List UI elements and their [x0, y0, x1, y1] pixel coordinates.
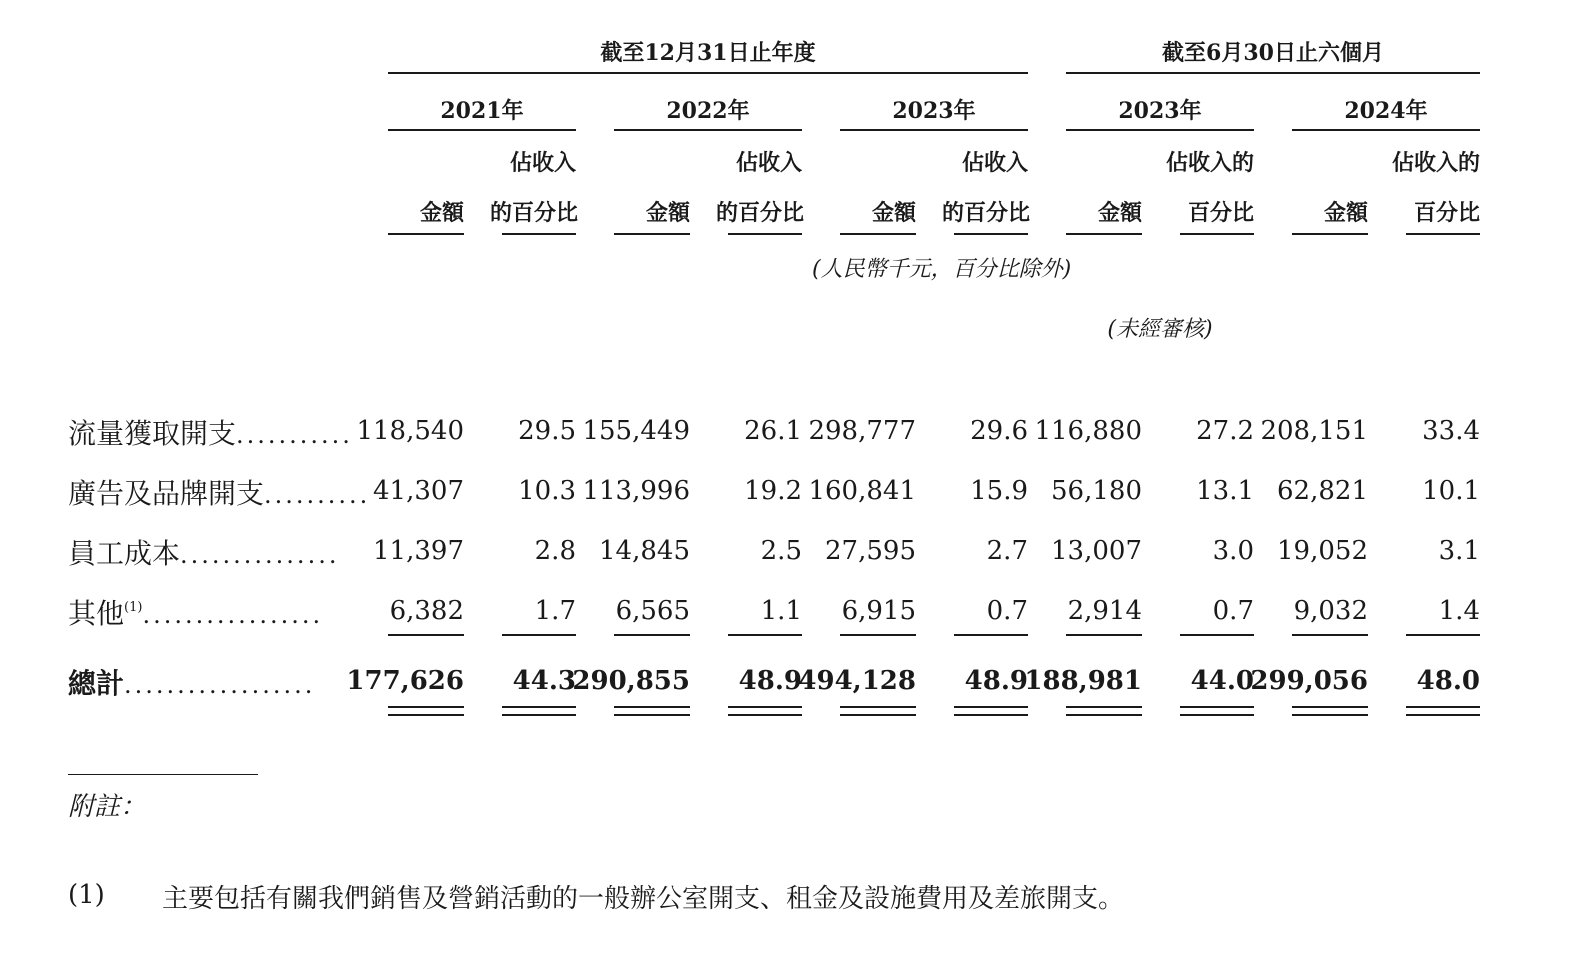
footnote-ref: (1) — [124, 600, 143, 615]
cell-amount-2022: 6,565 — [615, 596, 690, 626]
header-annual-rule — [388, 72, 1028, 74]
total-double-rule — [388, 706, 464, 716]
total-pct-2022: 48.9 — [738, 666, 802, 696]
subtotal-rule — [388, 634, 464, 636]
col-pct-2021-line1: 佔收入 — [509, 150, 576, 176]
col-amount-2024-h1: 金額 — [1323, 200, 1368, 226]
cell-amount-2023: 160,841 — [808, 476, 916, 506]
col-rule — [1406, 233, 1480, 235]
cell-amount-2023-h1: 56,180 — [1051, 476, 1142, 506]
cell-amount-2024-h1: 9,032 — [1293, 596, 1368, 626]
subtotal-rule — [840, 634, 916, 636]
row-label-text: 流量獲取開支 — [68, 417, 237, 450]
total-row-label — [68, 662, 315, 702]
year-header-2023-h1: 2023年 — [1118, 98, 1202, 124]
year-header-2024-h1: 2024年 — [1344, 98, 1428, 124]
cell-pct-2024-h1: 3.1 — [1438, 536, 1480, 566]
cell-pct-2023-h1: 13.1 — [1196, 476, 1254, 506]
cell-amount-2021: 41,307 — [373, 476, 464, 506]
leader-dots: .......... — [264, 481, 371, 509]
total-amount-2023: 494,128 — [798, 666, 916, 696]
total-pct-2024-h1: 48.0 — [1416, 666, 1480, 696]
col-pct-2023-line2: 的百分比 — [942, 200, 1031, 226]
cell-pct-2023-h1: 3.0 — [1212, 536, 1254, 566]
cell-pct-2023-h1: 27.2 — [1196, 416, 1254, 446]
cell-pct-2021: 1.7 — [534, 596, 576, 626]
year-rule-2023 — [840, 129, 1028, 131]
cell-pct-2024-h1: 10.1 — [1422, 476, 1480, 506]
year-rule-2021 — [388, 129, 576, 131]
total-double-rule — [1180, 706, 1254, 716]
cell-amount-2023: 298,777 — [808, 416, 916, 446]
notes-heading: 附註： — [68, 792, 147, 822]
cell-amount-2021: 6,382 — [389, 596, 464, 626]
row-label-text: 其他 — [68, 597, 125, 630]
cell-amount-2024-h1: 62,821 — [1277, 476, 1368, 506]
total-amount-2023-h1: 188,981 — [1024, 666, 1142, 696]
col-rule — [840, 233, 916, 235]
col-rule — [614, 233, 690, 235]
row-label-text: 總計 — [68, 667, 125, 700]
year-rule-2023-h1 — [1066, 129, 1254, 131]
cell-amount-2021: 11,397 — [373, 536, 464, 566]
col-amount-2023-h1: 金額 — [1097, 200, 1142, 226]
total-double-rule — [614, 706, 690, 716]
total-double-rule — [954, 706, 1028, 716]
note-marker: (1) — [68, 880, 105, 910]
cell-pct-2022: 26.1 — [744, 416, 802, 446]
leader-dots: ............... — [180, 541, 340, 569]
year-header-2023: 2023年 — [892, 98, 976, 124]
subtotal-rule — [614, 634, 690, 636]
header-annual-period: 截至12月31日止年度 — [600, 40, 816, 66]
cell-amount-2022: 14,845 — [599, 536, 690, 566]
row-label-text: 員工成本 — [68, 537, 181, 570]
row-label — [68, 472, 370, 512]
col-rule — [954, 233, 1028, 235]
col-rule — [388, 233, 464, 235]
subtotal-rule — [1180, 634, 1254, 636]
cell-amount-2023-h1: 116,880 — [1034, 416, 1142, 446]
note-text: 主要包括有關我們銷售及營銷活動的一般辦公室開支、租金及設施費用及差旅開支。 — [162, 884, 1125, 914]
cell-amount-2024-h1: 208,151 — [1260, 416, 1368, 446]
col-pct-2024-h1-line1: 佔收入的 — [1391, 150, 1480, 176]
cell-pct-2023: 2.7 — [986, 536, 1028, 566]
row-label — [68, 412, 353, 452]
col-rule — [502, 233, 576, 235]
cell-amount-2022: 113,996 — [582, 476, 690, 506]
subtotal-rule — [728, 634, 802, 636]
year-rule-2024-h1 — [1292, 129, 1480, 131]
total-amount-2022: 290,855 — [572, 666, 690, 696]
cell-amount-2021: 118,540 — [356, 416, 464, 446]
total-pct-2023-h1: 44.0 — [1190, 666, 1254, 696]
cell-pct-2023: 0.7 — [986, 596, 1028, 626]
col-amount-2022: 金額 — [645, 200, 690, 226]
row-label — [68, 532, 339, 572]
cell-amount-2022: 155,449 — [582, 416, 690, 446]
subtotal-rule — [954, 634, 1028, 636]
total-double-rule — [502, 706, 576, 716]
col-pct-2024-h1-line2: 百分比 — [1413, 200, 1480, 226]
cell-pct-2022: 1.1 — [760, 596, 802, 626]
total-amount-2021: 177,626 — [346, 666, 464, 696]
notes-separator — [68, 774, 258, 775]
subtotal-rule — [1066, 634, 1142, 636]
total-double-rule — [840, 706, 916, 716]
cell-pct-2022: 2.5 — [760, 536, 802, 566]
col-rule — [728, 233, 802, 235]
total-double-rule — [1066, 706, 1142, 716]
cell-pct-2024-h1: 1.4 — [1438, 596, 1480, 626]
col-pct-2021-line2: 的百分比 — [490, 200, 579, 226]
unaudited-note: (未經審核) — [1107, 317, 1213, 342]
cell-pct-2024-h1: 33.4 — [1422, 416, 1480, 446]
cell-amount-2023-h1: 13,007 — [1051, 536, 1142, 566]
subtotal-rule — [502, 634, 576, 636]
cell-amount-2023-h1: 2,914 — [1067, 596, 1142, 626]
cell-pct-2022: 19.2 — [744, 476, 802, 506]
cell-pct-2023: 15.9 — [970, 476, 1028, 506]
leader-dots: ........... — [236, 421, 353, 449]
col-amount-2023: 金額 — [871, 200, 916, 226]
col-pct-2022-line1: 佔收入 — [735, 150, 802, 176]
cell-pct-2023-h1: 0.7 — [1212, 596, 1254, 626]
col-pct-2023-h1-line2: 百分比 — [1187, 200, 1254, 226]
col-pct-2023-h1-line1: 佔收入的 — [1165, 150, 1254, 176]
col-rule — [1066, 233, 1142, 235]
col-pct-2022-line2: 的百分比 — [716, 200, 805, 226]
col-rule — [1292, 233, 1368, 235]
year-header-2022: 2022年 — [666, 98, 750, 124]
total-pct-2023: 48.9 — [964, 666, 1028, 696]
subtotal-rule — [1292, 634, 1368, 636]
cell-amount-2023: 27,595 — [825, 536, 916, 566]
total-double-rule — [1406, 706, 1480, 716]
row-label — [68, 592, 323, 632]
cell-pct-2021: 2.8 — [534, 536, 576, 566]
total-amount-2024-h1: 299,056 — [1250, 666, 1368, 696]
total-pct-2021: 44.3 — [512, 666, 576, 696]
year-header-2021: 2021年 — [440, 98, 524, 124]
cell-pct-2023: 29.6 — [970, 416, 1028, 446]
leader-dots: .................. — [124, 671, 316, 699]
cell-amount-2023: 6,915 — [841, 596, 916, 626]
year-rule-2022 — [614, 129, 802, 131]
col-rule — [1180, 233, 1254, 235]
cell-pct-2021: 10.3 — [518, 476, 576, 506]
cell-pct-2021: 29.5 — [518, 416, 576, 446]
cell-amount-2024-h1: 19,052 — [1277, 536, 1368, 566]
row-label-text: 廣告及品牌開支 — [68, 477, 265, 510]
total-double-rule — [728, 706, 802, 716]
total-double-rule — [1292, 706, 1368, 716]
subtotal-rule — [1406, 634, 1480, 636]
col-amount-2021: 金額 — [419, 200, 464, 226]
header-halfyear-rule — [1066, 72, 1480, 74]
leader-dots: ................. — [142, 601, 324, 629]
col-pct-2023-line1: 佔收入 — [961, 150, 1028, 176]
header-halfyear-period: 截至6月30日止六個月 — [1162, 40, 1384, 66]
unit-note: (人民幣千元，百分比除外) — [812, 257, 1072, 282]
